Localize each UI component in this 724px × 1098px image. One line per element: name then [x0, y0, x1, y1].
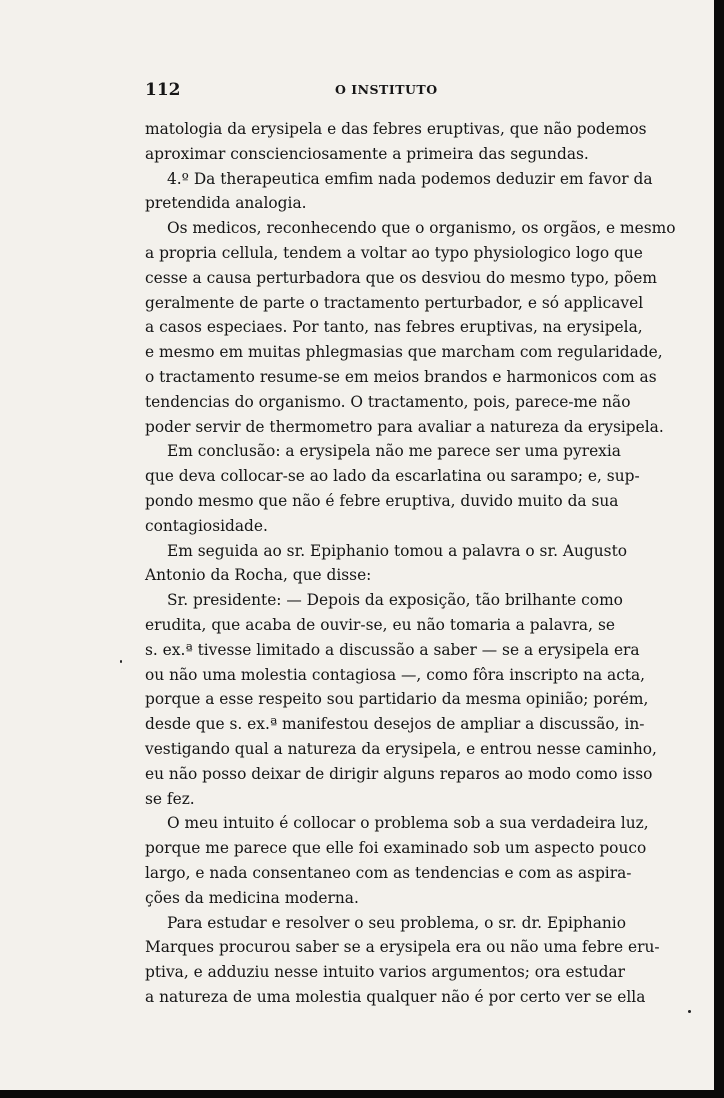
text-line: O meu intuito é collocar o problema sob a sua verdadeira luz,	[167, 814, 649, 833]
page-header	[145, 80, 615, 102]
text-line: Os medicos, reconhecendo que o organismo, os orgãos, e mesmo	[167, 219, 676, 238]
text-line: poder servir de thermometro para avaliar a natureza da erysipela.	[145, 417, 664, 436]
text-line: cesse a causa perturbadora que os desviou do mesmo typo, põem	[145, 268, 657, 287]
text-line: que deva collocar-se ao lado da escarlatina ou sarampo; e, sup-	[145, 467, 640, 486]
scan-border-right	[714, 0, 724, 1098]
text-line: se fez.	[145, 789, 195, 808]
text-line: largo, e nada consentaneo com as tendencias e com as aspira-	[145, 863, 632, 882]
text-line: pondo mesmo que não é febre eruptiva, duvido muito da sua	[145, 491, 619, 510]
text-line: a casos especiaes. Por tanto, nas febres eruptivas, na erysipela,	[145, 318, 643, 337]
text-line: Em conclusão: a erysipela não me parece ser uma pyrexia	[167, 442, 621, 461]
text-line: pretendida analogia.	[145, 194, 307, 213]
page-number: 112	[145, 80, 181, 100]
text-line: aproximar conscienciosamente a primeira das segundas.	[145, 144, 589, 163]
running-title: O INSTITUTO	[335, 82, 438, 97]
body-text	[145, 117, 676, 1010]
text-line: Para estudar e resolver o seu problema, o sr. dr. Epiphanio	[167, 913, 626, 932]
text-line: Em seguida ao sr. Epiphanio tomou a palavra o sr. Augusto	[167, 541, 628, 560]
text-line: Marques procurou saber se a erysipela era ou não uma febre eru-	[145, 938, 660, 957]
text-line: vestigando qual a natureza da erysipela, e entrou nesse caminho,	[145, 739, 657, 758]
ink-speck	[688, 1010, 691, 1013]
text-line: e mesmo em muitas phlegmasias que marcham com regularidade,	[145, 343, 663, 362]
text-line: erudita, que acaba de ouvir-se, eu não tomaria a palavra, se	[145, 615, 615, 634]
text-line: Sr. presidente: — Depois da exposição, tão brilhante como	[167, 591, 623, 610]
text-line: eu não posso deixar de dirigir alguns reparos ao modo como isso	[145, 764, 653, 783]
ink-speck	[120, 660, 122, 663]
text-line: geralmente de parte o tractamento perturbador, e só applicavel	[145, 293, 644, 312]
scan-border-bottom	[0, 1090, 724, 1098]
text-line: ções da medicina moderna.	[145, 888, 359, 907]
text-line: a propria cellula, tendem a voltar ao typo physiologico logo que	[145, 243, 643, 262]
text-line: o tractamento resume-se em meios brandos e harmonicos com as	[145, 367, 657, 386]
text-line: a natureza de uma molestia qualquer não é por certo ver se ella	[145, 987, 646, 1006]
text-line: 4.º Da therapeutica emfim nada podemos deduzir em favor da	[167, 169, 653, 188]
text-line: Antonio da Rocha, que disse:	[145, 566, 372, 585]
text-line: porque a esse respeito sou partidario da mesma opinião; porém,	[145, 690, 649, 709]
text-line: ptiva, e adduziu nesse intuito varios argumentos; ora estudar	[145, 963, 625, 982]
text-line: ou não uma molestia contagiosa —, como fôra inscripto na acta,	[145, 665, 646, 684]
text-line: contagiosidade.	[145, 516, 268, 535]
text-line: tendencias do organismo. O tractamento, pois, parece-me não	[145, 392, 631, 411]
text-line: s. ex.ª tivesse limitado a discussão a saber — se a erysipela era	[145, 640, 640, 659]
text-line: desde que s. ex.ª manifestou desejos de ampliar a discussão, in-	[145, 715, 645, 734]
text-line: matologia da erysipela e das febres eruptivas, que não podemos	[145, 120, 647, 138]
text-line: porque me parece que elle foi examinado sob um aspecto pouco	[145, 839, 647, 858]
